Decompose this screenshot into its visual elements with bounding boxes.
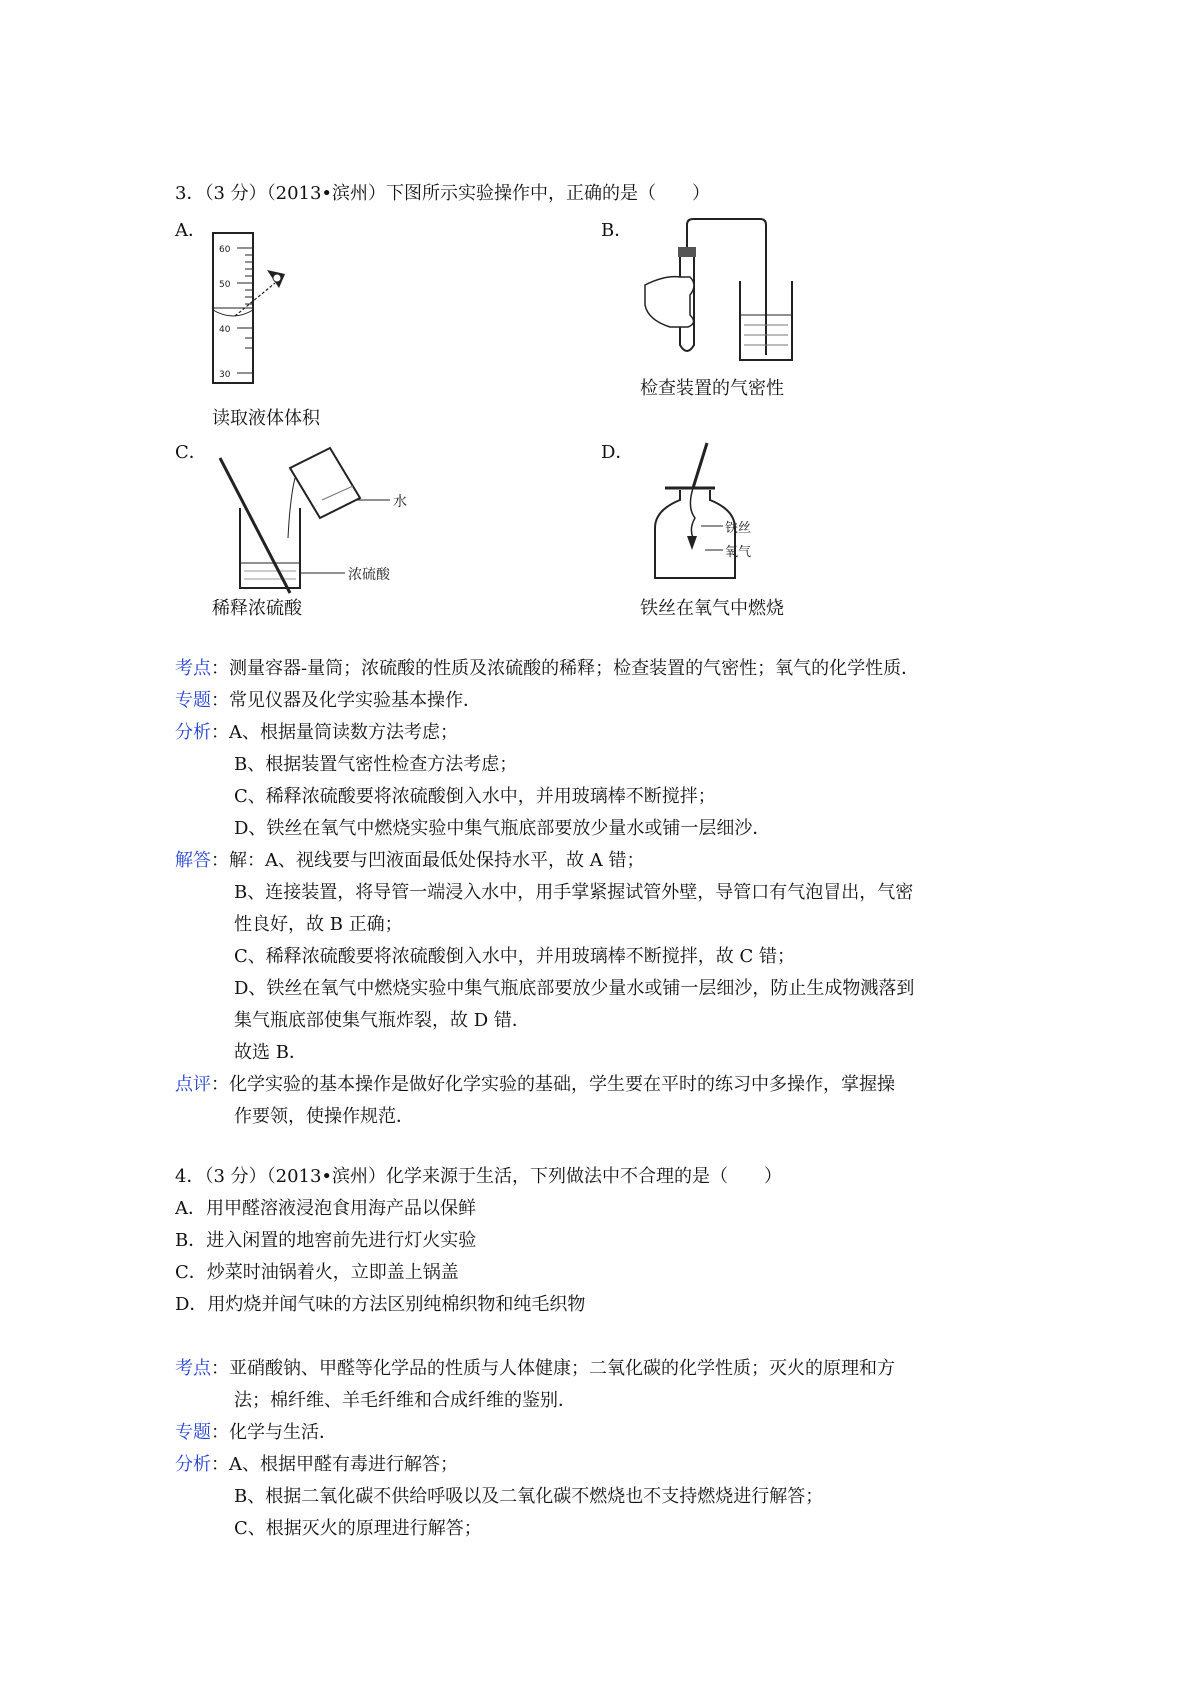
q3-option-c-caption: 稀释浓硫酸 [212,598,302,619]
jieda-label: 解答 [175,850,211,871]
fenxi-label: 分析 [175,722,211,743]
q3-fenxi-3: C、稀释浓硫酸要将浓硫酸倒入水中，并用玻璃棒不断搅拌； [234,786,716,807]
q4-fenxi-1: 分析：A、根据甲醛有毒进行解答； [175,1454,458,1475]
q4-zhuanti: 专题：化学与生活． [175,1422,337,1443]
zhuanti-label: 专题 [175,690,211,711]
q4-option-c: C．炒菜时油锅着火，立即盖上锅盖 [175,1262,459,1283]
q4-option-d: D．用灼烧并闻气味的方法区别纯棉织物和纯毛织物 [175,1294,586,1315]
q4-option-a: A．用甲醛溶液浸泡食用海产品以保鲜 [175,1198,476,1219]
q3-jieda-3: 性良好，故 B 正确； [234,914,403,935]
graduated-cylinder-figure [205,228,315,388]
q3-fenxi-2: B、根据装置气密性检查方法考虑； [234,754,518,775]
q4-kaodian-label: 考点 [175,1358,211,1379]
tick-30: 30 [219,370,231,380]
iron-wire-combustion-figure [635,438,805,588]
q3-option-a-caption: 读取液体体积 [212,408,320,429]
q3-jieda-4: C、稀释浓硫酸要将浓硫酸倒入水中，并用玻璃棒不断搅拌，故 C 错； [234,946,795,967]
label-oxygen: 氧气 [725,545,752,560]
tick-50: 50 [219,280,231,290]
q3-dianping-1: 点评：化学实验的基本操作是做好化学实验的基础，学生要在平时的练习中多操作，掌握操 [175,1074,895,1095]
q3-zhuanti: 专题：常见仪器及化学实验基本操作． [175,690,481,711]
q4-zhuanti-label: 专题 [175,1422,211,1443]
label-iron-wire: 铁丝 [725,521,752,536]
q4-fenxi-2: B、根据二氧化碳不供给呼吸以及二氧化碳不燃烧也不支持燃烧进行解答； [234,1486,824,1507]
q3-stem: 3．（3 分）（2013•滨州）下图所示实验操作中，正确的是（ ） [175,183,711,204]
q3-option-a-letter: A． [175,220,206,241]
q3-kaodian: 考点：测量容器-量筒；浓硫酸的性质及浓硫酸的稀释；检查装置的气密性；氧气的化学性质． [175,658,920,679]
q3-option-b-letter: B． [601,220,633,241]
q3-dianping-2: 作要领，使操作规范． [234,1106,414,1127]
tick-40: 40 [219,325,231,335]
q3-jieda-1: 解答：解：A、视线要与凹液面最低处保持水平，故 A 错； [175,850,645,871]
gas-tightness-figure [640,215,810,365]
q4-kaodian-1: 考点：亚硝酸钠、甲醛等化学品的性质与人体健康；二氧化碳的化学性质；灭火的原理和方 [175,1358,895,1379]
q4-option-b: B．进入闲置的地窖前先进行灯火实验 [175,1230,477,1251]
dilute-sulfuric-acid-figure [210,438,430,598]
tick-60: 60 [219,245,231,255]
q3-jieda-5: D、铁丝在氧气中燃烧实验中集气瓶底部要放少量水或铺一层细沙，防止生成物溅落到 [234,978,915,999]
q3-option-d-letter: D． [601,442,634,463]
dianping-label: 点评 [175,1074,211,1095]
q3-jieda-6: 集气瓶底部使集气瓶炸裂，故 D 错． [234,1010,530,1031]
q3-option-d-caption: 铁丝在氧气中燃烧 [640,598,784,619]
q3-option-b-caption: 检查装置的气密性 [640,378,784,399]
kaodian-label: 考点 [175,658,211,679]
label-water: 水 [393,494,407,510]
q3-option-c-letter: C． [175,442,207,463]
q4-fenxi-label: 分析 [175,1454,211,1475]
q3-jieda-7: 故选 B． [234,1042,307,1063]
q4-fenxi-3: C、根据灭火的原理进行解答； [234,1518,482,1539]
q4-stem: 4．（3 分）（2013•滨州）化学来源于生活，下列做法中不合理的是（ ） [175,1166,783,1187]
q3-fenxi-4: D、铁丝在氧气中燃烧实验中集气瓶底部要放少量水或铺一层细沙． [234,818,771,839]
q4-kaodian-2: 法；棉纤维、羊毛纤维和合成纤维的鉴别． [234,1390,576,1411]
q3-jieda-2: B、连接装置，将导管一端浸入水中，用手掌紧握试管外壁，导管口有气泡冒出，气密 [234,882,914,903]
label-conc-acid: 浓硫酸 [348,567,390,583]
q3-fenxi-1: 分析：A、根据量筒读数方法考虑； [175,722,458,743]
